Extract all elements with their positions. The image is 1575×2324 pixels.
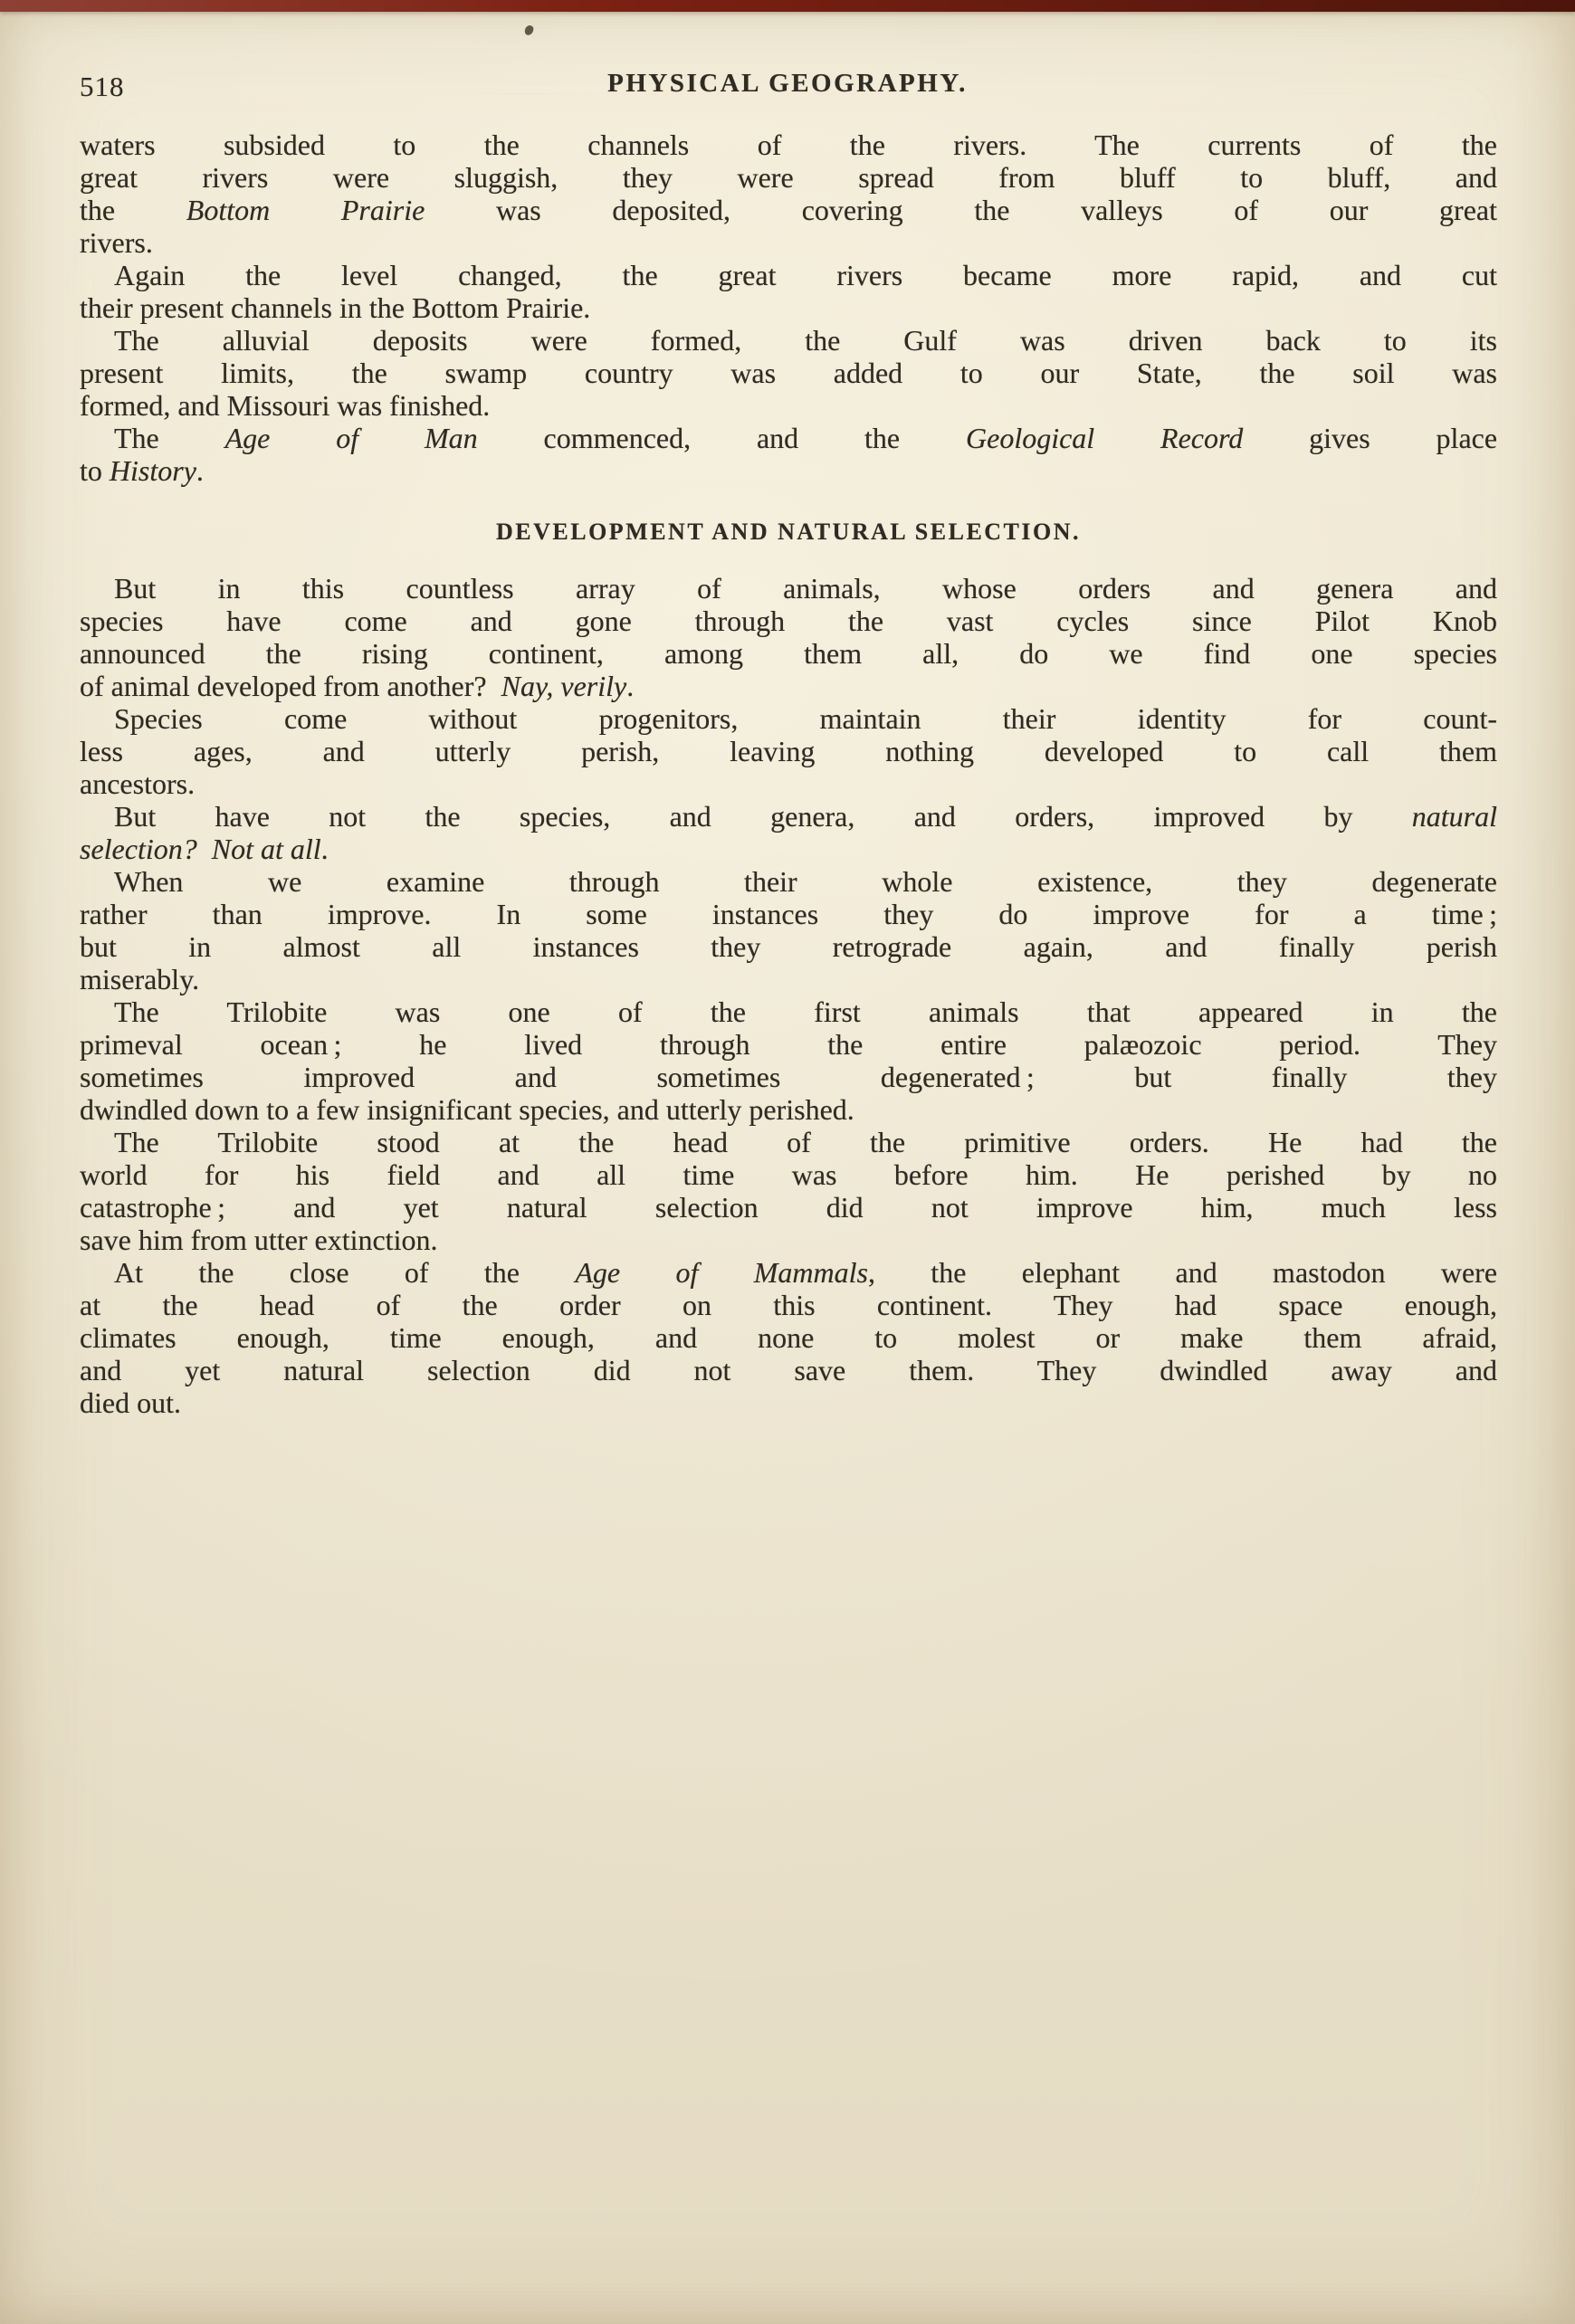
- text-line: rather than improve. In some instances they do improve for a time ;: [80, 898, 1497, 930]
- paragraph: [80, 129, 1497, 259]
- paragraphs-top: [80, 129, 1497, 487]
- text-line: species have come and gone through the vast cycles since Pilot Knob: [80, 605, 1497, 637]
- text-line: their present channels in the Bottom Prairie.: [80, 291, 591, 324]
- scan-top-edge: [0, 0, 1575, 12]
- text-line: waters subsided to the channels of the rivers. The currents of the: [80, 129, 1497, 161]
- text-line: The Trilobite was one of the first animals that appeared in the: [114, 995, 1497, 1028]
- paragraph: [80, 259, 1497, 324]
- text-line: but in almost all instances they retrograde again, and finally perish: [80, 930, 1497, 963]
- ink-speck: [524, 24, 535, 36]
- text-line: The Age of Man commenced, and the Geological Record gives place: [114, 422, 1497, 454]
- text-line: Again the level changed, the great rivers became more rapid, and cut: [114, 259, 1497, 291]
- paragraph: [80, 324, 1497, 422]
- text-line: ancestors.: [80, 767, 196, 800]
- page-header: [80, 69, 1495, 102]
- paragraph: [80, 865, 1497, 995]
- paragraph: [80, 1256, 1497, 1419]
- text-line: great rivers were sluggish, they were spread from bluff to bluff, and: [80, 161, 1497, 194]
- text-line: formed, and Missouri was finished.: [80, 389, 491, 422]
- text-line: sometimes improved and sometimes degenerated ; but finally they: [80, 1061, 1497, 1093]
- paragraph: [80, 702, 1497, 800]
- text-line: save him from utter extinction.: [80, 1224, 438, 1256]
- text-line: But have not the species, and genera, and orders, improved by natural: [114, 800, 1497, 833]
- text-line: catastrophe ; and yet natural selection did not improve him, much less: [80, 1191, 1497, 1224]
- text-line: Species come without progenitors, maintain their identity for count-: [114, 702, 1497, 735]
- text-line: present limits, the swamp country was added to our State, the soil was: [80, 357, 1497, 389]
- page-text-block: [80, 129, 1497, 1419]
- page-number: 518: [80, 71, 125, 102]
- text-line: At the close of the Age of Mammals, the elephant and mastodon were: [114, 1256, 1497, 1289]
- text-line: selection? Not at all.: [80, 833, 329, 865]
- text-line: primeval ocean ; he lived through the entire palæozoic period. They: [80, 1028, 1497, 1061]
- text-line: But in this countless array of animals, whose orders and genera and: [114, 572, 1497, 605]
- running-title: PHYSICAL GEOGRAPHY.: [607, 69, 968, 98]
- text-line: rivers.: [80, 226, 153, 259]
- text-line: less ages, and utterly perish, leaving nothing developed to call them: [80, 735, 1497, 767]
- paragraph: [80, 1126, 1497, 1256]
- paragraphs-bottom: [80, 572, 1497, 1419]
- text-line: at the head of the order on this continent. They had space enough,: [80, 1289, 1497, 1321]
- text-line: and yet natural selection did not save them. They dwindled away and: [80, 1354, 1497, 1386]
- paragraph: [80, 422, 1497, 487]
- text-line: to History.: [80, 454, 204, 487]
- text-line: world for his field and all time was before him. He perished by no: [80, 1158, 1497, 1191]
- text-line: the Bottom Prairie was deposited, covering the valleys of our great: [80, 194, 1497, 226]
- section-heading: DEVELOPMENT AND NATURAL SELECTION.: [495, 519, 1082, 545]
- text-line: miserably.: [80, 963, 200, 995]
- paragraph: [80, 995, 1497, 1126]
- text-line: announced the rising continent, among them all, do we find one species: [80, 637, 1497, 670]
- text-line: climates enough, time enough, and none to molest or make them afraid,: [80, 1321, 1497, 1354]
- text-line: When we examine through their whole existence, they degenerate: [114, 865, 1497, 898]
- text-line: The alluvial deposits were formed, the Gulf was driven back to its: [114, 324, 1497, 357]
- text-line: died out.: [80, 1386, 181, 1419]
- text-line: dwindled down to a few insignificant species, and utterly perished.: [80, 1093, 854, 1126]
- paragraph: [80, 572, 1497, 702]
- text-line: of animal developed from another? Nay, verily.: [80, 670, 635, 702]
- paragraph: [80, 800, 1497, 865]
- text-line: The Trilobite stood at the head of the primitive orders. He had the: [114, 1126, 1497, 1158]
